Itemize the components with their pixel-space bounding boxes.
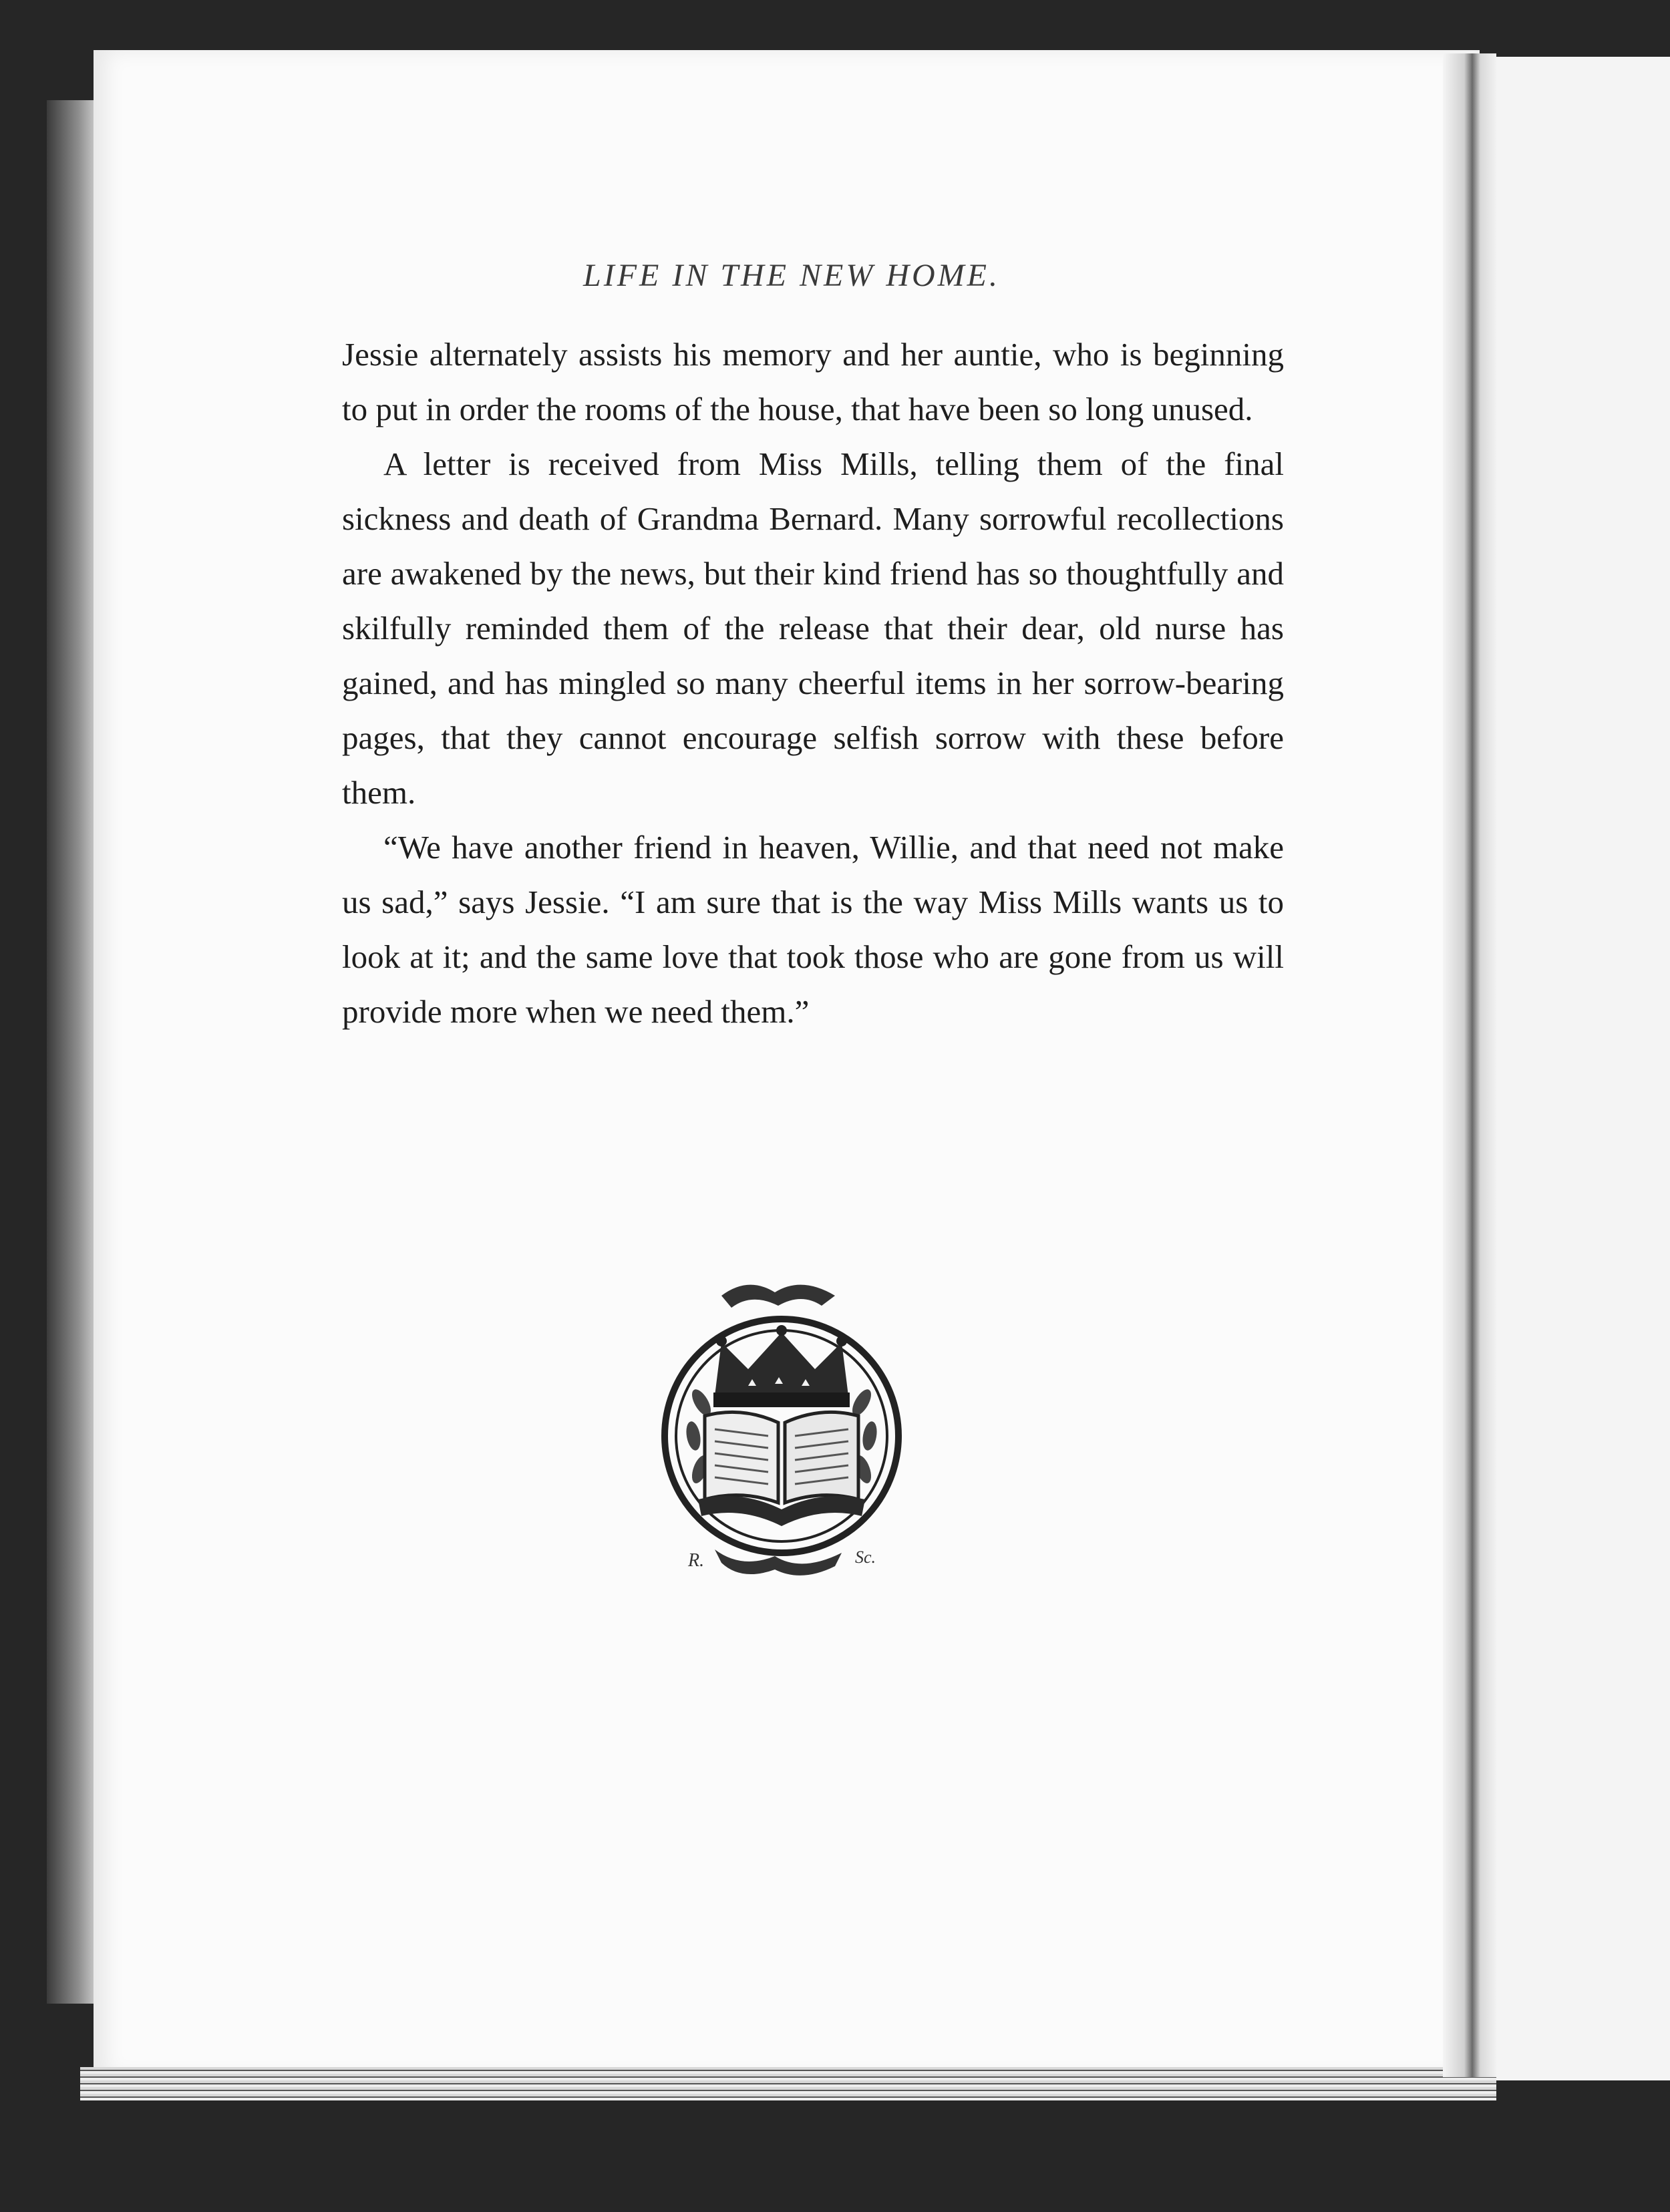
left-page-edges bbox=[47, 100, 100, 2004]
bottom-page-edges bbox=[80, 2067, 1496, 2100]
facing-page bbox=[1496, 57, 1670, 2080]
body-text bbox=[342, 327, 1284, 1039]
paragraph-2: A letter is received from Miss Mills, telling them of the final sickness and death of Grandma Bernard. Many sorrowful recollections are awakened by the news, but their kind friend has so thoughtfully and skilfully reminded them of the release that their dear, old nurse has gained, and has mingled so many cheerful items in her sorrow-bearing pages, that they cannot encourage selfish sorrow with these before them. bbox=[342, 445, 1284, 811]
crown-book-emblem-icon bbox=[641, 1269, 922, 1583]
paragraph-1: Jessie alternately assists his memory and her auntie, who is beginning to put in order the rooms of the house, that have been so long unused. bbox=[342, 336, 1284, 427]
book-gutter bbox=[1443, 53, 1496, 2077]
running-head: LIFE IN THE NEW HOME. bbox=[583, 258, 1000, 293]
paragraph-3: “We have another friend in heaven, Willie, and that need not make us sad,” says Jessie. “I am sure that is the way Miss Mills wants us to look at it; and the same love that took those who are gone from us will provide more when we need them.” bbox=[342, 829, 1284, 1030]
engraver-mark-right: Sc. bbox=[855, 1547, 876, 1567]
engraver-mark-left: R. bbox=[688, 1550, 705, 1571]
